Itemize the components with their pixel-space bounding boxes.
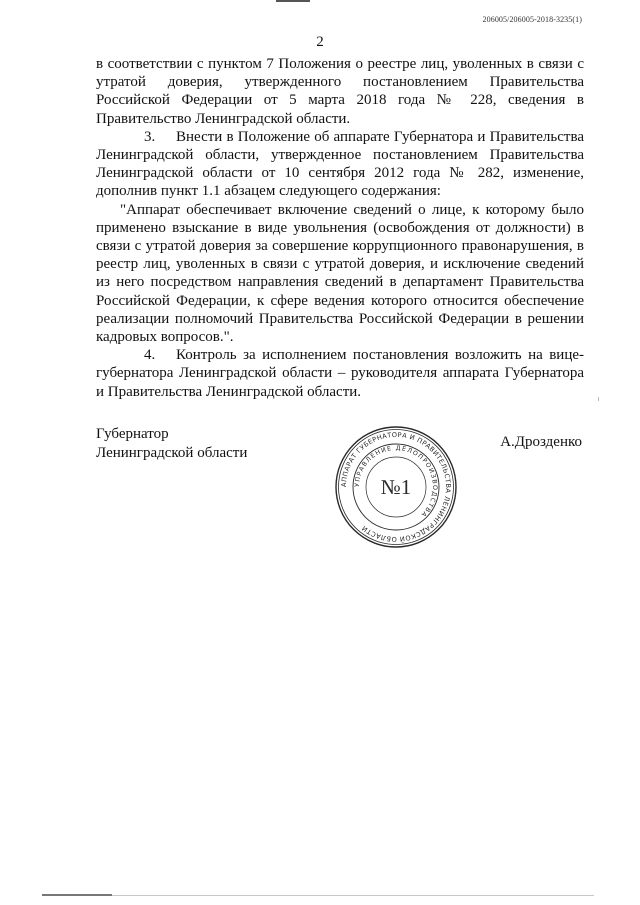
item-4-text: Контроль за исполнением постановления возложить на вице-губернатора Ленинградской области – руководителя аппарата Губернатора и Правительства Ленинградской области. [96,347,584,400]
scan-artifact [598,397,599,401]
seal-inner-text: УПРАВЛЕНИЕ ДЕЛОПРОИЗВОДСТВА [353,444,439,519]
document-code: 206005/206005-2018-3235(1) [482,15,582,24]
signatory-name: А.Дрозденко [500,434,582,450]
page-number: 2 [316,34,324,50]
seal-center-number: №1 [380,475,412,499]
document-body [96,55,584,401]
signatory-title [96,425,247,462]
item-3-text: Внести в Положение об аппарате Губернатора и Правительства Ленинградской области, утвержденное постановлением Правительства Ленинградской области от 10 сентября 2012 года № 282, изменение, дополнив пункт 1.1 абзацем следующего содержания: [96,128,584,200]
paragraph-item-4 [96,346,584,401]
paragraph-continuation: в соответствии с пунктом 7 Положения о реестре лиц, уволенных в связи с утратой доверия, утвержденного постановлением Правительства Российской Федерации от 5 марта 2018 года № 228, сведения в Правительство Ленинградской области. [96,56,584,127]
scan-top-mark [276,0,310,2]
seal-outer-text: АППАРАТ ГУБЕРНАТОРА И ПРАВИТЕЛЬСТВА ЛЕНИНГРАДСКОЙ ОБЛАСТИ [339,430,453,544]
scan-bottom-line [42,895,594,896]
scan-bottom-mark [42,894,112,896]
paragraph-item-3 [96,128,584,201]
item-4-number: 4. [144,347,156,364]
quoted-paragraph: "Аппарат обеспечивает включение сведений о лице, к которому было применено взыскание в виде увольнения (освобождения от должности) в связи с утратой доверия за совершение коррупционного правонарушения, в реестр лиц, уволенных в связи с утратой доверия, и исключение сведений из него посредством направления сведений в департамент Правительства Российской Федерации, к сфере ведения которого относится обеспечение реализации полномочий Правительства Российской Федерации в решении кадровых вопросов.". [96,201,584,346]
official-seal [333,424,459,550]
signatory-title-line-1: Губернатор [96,426,169,442]
signatory-title-line-2: Ленинградской области [96,444,248,461]
item-3-number: 3. [144,128,156,145]
